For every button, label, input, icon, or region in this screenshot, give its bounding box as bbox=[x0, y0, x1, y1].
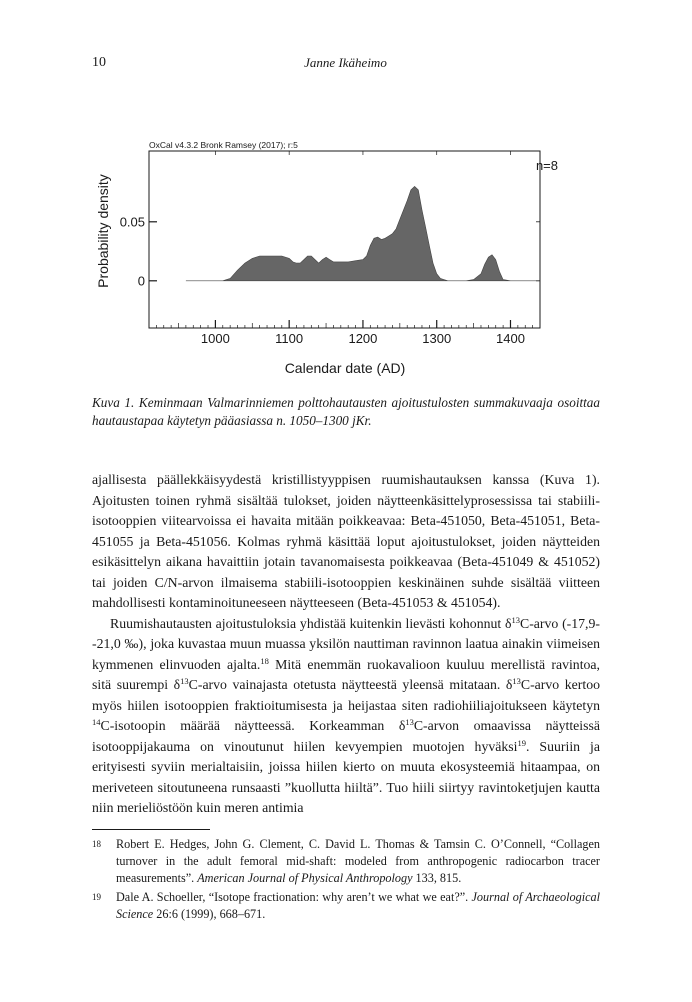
running-head: Janne Ikäheimo bbox=[304, 55, 387, 70]
footnote-citation-tail: 133, 815. bbox=[412, 871, 462, 885]
software-note: OxCal v4.3.2 Bronk Ramsey (2017); r:5 bbox=[149, 140, 298, 150]
density-area-layer bbox=[186, 186, 540, 280]
footnote-number: 18 bbox=[92, 839, 101, 849]
page-header bbox=[92, 55, 599, 75]
isotope-superscript: 13 bbox=[511, 614, 520, 625]
y-tick-label: 0.05 bbox=[119, 214, 145, 230]
text-run: C-isotoopin määrää näytteessä. Korkeamman δ bbox=[100, 718, 406, 733]
x-tick-label: 1400 bbox=[496, 331, 525, 346]
footnote-ref-19: 19 bbox=[517, 737, 526, 748]
isotope-superscript: 13 bbox=[405, 717, 414, 727]
text-run: Mitä enemmän ruokavalioon kuuluu merellistä ravintoa, sitä suurempi δ bbox=[92, 656, 601, 692]
footnote-text: Dale A. Schoeller, “Isotope fractionation: why aren’t we what we eat?”. bbox=[116, 890, 469, 904]
x-tick-label: 1300 bbox=[422, 331, 452, 346]
text-run: C-arvo kertoo myös hiilen isotooppien fraktioitumisesta ja heijastaa siten radiohiiliajoitukseen käytetyn bbox=[92, 677, 600, 713]
figure-1 bbox=[92, 138, 612, 388]
x-tick-label: 1100 bbox=[275, 331, 304, 346]
paragraph-2 bbox=[92, 614, 600, 819]
paragraph-1: ajallisesta päällekkäisyydestä kristillistyyppisen ruumishautauksen kanssa (Kuva 1). Ajoitusten toinen ryhmä sisältää tulokset, joiden näytteenkäsittelyprosessissa tai stabiili-isotooppien viitearvoissa ei havaita mitään poikkeavaa: Beta-451050, Beta-451051, Beta-451055 ja Beta-451056. Kolmas ryhmä käsittää loput ajoitustulokset, joiden näytteiden esikäsittelyn aikana havaittiin jotain tavanomaisesta poikkeavaa (Beta-451049 & 451052) tai joiden C/N-arvon ilmaisema stabiili-isotooppien keskinäinen suhde sisältää viitteen mahdollisesti kontaminoituneeseen näytteeseen (Beta-451053 & 451054). bbox=[92, 472, 600, 610]
isotope-superscript: 13 bbox=[180, 676, 189, 686]
footnote-ref-18: 18 bbox=[260, 655, 269, 666]
footnote-19 bbox=[92, 889, 600, 923]
footnote-text: Robert E. Hedges, John G. Clement, C. David L. Thomas & Tamsin C. O’Connell, “Collagen turnover in the adult femoral mid-shaft: modeled from anthropogenic radiocarbon tracer measurements”. bbox=[116, 837, 600, 885]
probability-density-chart bbox=[92, 138, 612, 388]
footnote-citation-tail: 26:6 (1999), 668–671. bbox=[153, 907, 266, 921]
text-run: . Suuriin ja erityisesti syviin merialtaisiin, joissa hiilen kierto on muuta ekosysteemiä hitaampaa, on meriveteen sitoutuneena runsaasti ”kuollutta hiiltä”. Tuo hiili siirtyy ravintoketjujen kautta niin merieliöstöön kuin meren antimia bbox=[92, 738, 600, 815]
footnote-18 bbox=[92, 836, 600, 887]
sample-count-annotation: n=8 bbox=[535, 158, 558, 173]
page-number: 10 bbox=[92, 55, 106, 70]
x-axis-ticks bbox=[149, 151, 540, 346]
x-axis-label: Calendar date (AD) bbox=[284, 360, 406, 376]
footnote-divider bbox=[92, 829, 210, 830]
x-tick-label: 1200 bbox=[348, 331, 378, 346]
footnotes bbox=[92, 836, 600, 925]
journal-title: Journal of Archaeological Science bbox=[116, 890, 600, 921]
y-tick-label: 0 bbox=[137, 273, 145, 289]
body-text bbox=[92, 470, 600, 819]
x-tick-label: 1000 bbox=[200, 331, 230, 346]
isotope-superscript: 14 bbox=[92, 717, 101, 727]
text-run: C-arvo (-17,9--21,0 ‰), joka kuvastaa muun muassa yksilön nauttiman ravinnon laatua ainakin viimeisen kymmenen elinvuoden ajalta. bbox=[92, 615, 600, 672]
text-run: Ruumishautausten ajoitustuloksia yhdistää kuitenkin lievästi kohonnut δ bbox=[110, 615, 512, 631]
isotope-superscript: 13 bbox=[512, 676, 521, 686]
journal-title: American Journal of Physical Anthropology bbox=[197, 871, 413, 885]
text-run: C-arvo vainajasta otetusta näytteestä yleensä mitataan. δ bbox=[188, 677, 513, 692]
text-run: C-arvon omaavissa näytteissä isotooppijakauma on vinoutunut hiilen kevyempien muotojen hyväksi bbox=[92, 718, 600, 754]
density-area-series-0 bbox=[186, 186, 540, 280]
figure-caption: Kuva 1. Keminmaan Valmarinniemen polttohautausten ajoitustulosten summakuvaaja osoittaa hautaustapaa käytetyn pääasiassa n. 1050–1300 jKr. bbox=[92, 395, 600, 428]
footnote-number: 19 bbox=[92, 892, 101, 902]
plot-frame bbox=[149, 151, 540, 328]
y-axis-label: Probability density bbox=[95, 174, 111, 288]
